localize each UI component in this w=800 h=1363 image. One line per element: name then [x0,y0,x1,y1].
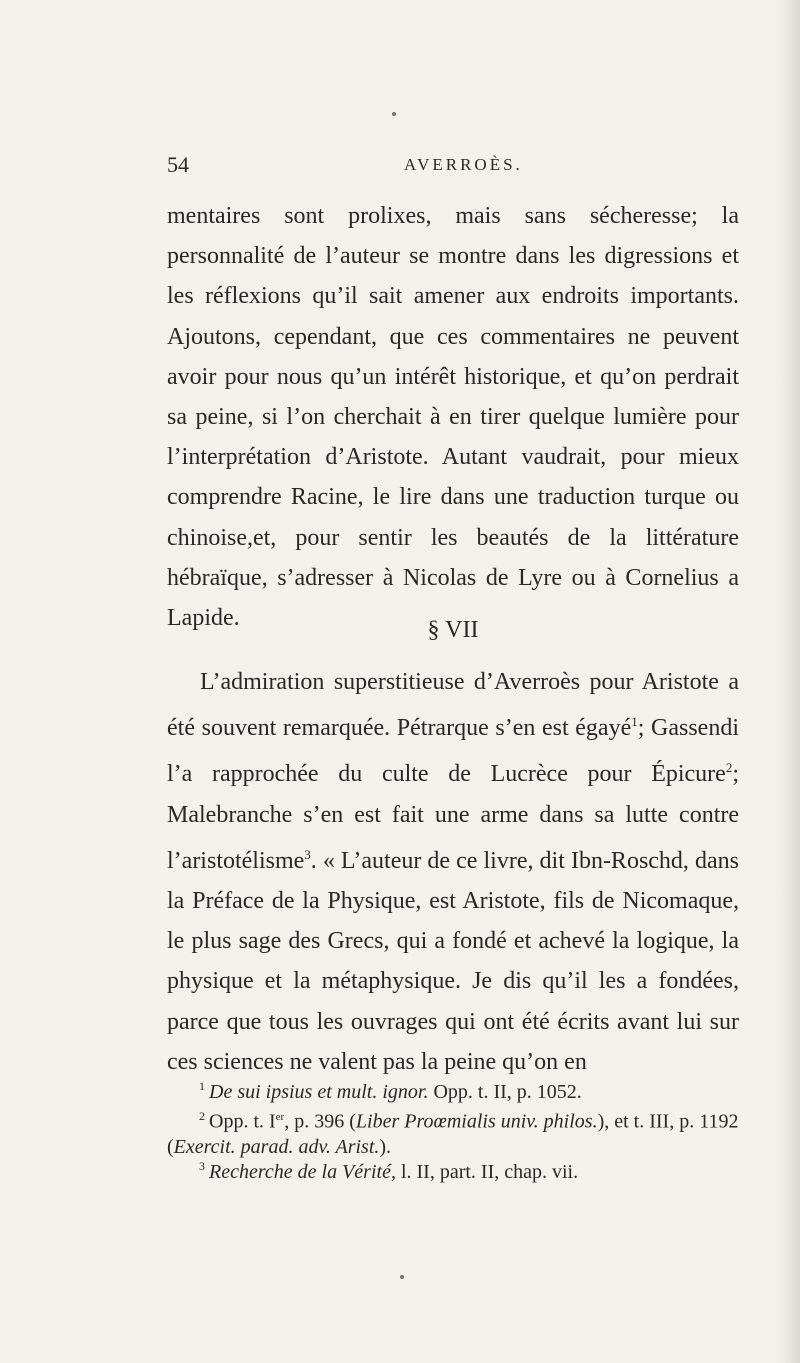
running-title: AVERROÈS. [404,155,523,174]
footnote-2-text-d: ). [379,1135,392,1158]
footnote-3-title: Recherche de la Vérité, [209,1160,396,1183]
footnote-2-text-c: ), et t. III, p. 1192 ( [167,1110,739,1158]
footnote-2-title-2: Exercit. parad. adv. Arist. [173,1135,380,1158]
note-ref-3: 3 [304,846,311,862]
footnote-2-mark: 2 [199,1109,205,1123]
section-text-block [167,662,739,1082]
footnote-2 [167,1105,739,1160]
footnote-1-title: De sui ipsius et mult. ignor. [209,1081,429,1103]
page-header [167,152,737,182]
paragraph-continued: mentaires sont prolixes, mais sans sécheresse; la personnalité de l’auteur se montre dans les digressions et les réflexions qu’il sait amener aux endroits importants. Ajoutons, cependant, que ces commentaires ne peuvent avoir pour nous qu’un intérêt historique, et qu’on perdrait sa peine, si l’on cherchait à en tirer quelque lumière pour l’interprétation d’Aristote. Autant vaudrait, pour mieux comprendre Racine, le lire dans une traduction turque ou chinoise,et, pour sentir les beautés de la littérature hébraïque, s’adresser à Nicolas de Lyre ou à Cornelius a Lapide. [167,203,739,632]
page-number: 54 [167,152,189,177]
footnote-1-text: Opp. t. II, p. 1052. [428,1081,582,1103]
note-ref-1: 1 [631,714,638,730]
main-text-block [167,196,739,638]
footnote-2-sup: er [275,1111,285,1123]
section-paragraph [167,662,739,1082]
section-text-part-4: . « L’auteur de ce livre, dit Ibn-Roschd, dans la Préface de la Physique, est Aristote, fils de Nicomaque, le plus sage des Grecs, qui a fondé et achevé la logique, la physique et la métaphysique. Je dis qu’il les a fondées, parce que tous les ouvrages qui ont été écrits avant lui sur ces sciences ne valent pas la peine qu’on en [167,847,739,1075]
section-text-part-3: ; Malebranche s’en est fait une arme dans sa lutte contre l’aristotélisme [167,761,739,874]
footnote-1-mark: 1 [199,1079,205,1094]
footnote-3 [167,1160,739,1185]
page-edge-shadow [778,0,800,1363]
footnote-2-text-b: , p. 396 ( [284,1110,356,1133]
footnote-3-text: l. II, part. II, chap. vii. [395,1160,579,1183]
section-text-part-2: ; Gassendi l’a rapprochée du culte de Lucrèce pour Épicure [167,715,739,788]
footnote-2-title: Liber Proœmialis univ. philos. [355,1110,598,1133]
footnotes [167,1080,739,1185]
footnote-3-mark: 3 [199,1159,205,1173]
section-heading: § VII [427,617,479,643]
note-ref-2: 2 [725,760,733,776]
footnote-1 [167,1080,739,1105]
footnote-2-text-a: Opp. t. I [209,1110,276,1133]
print-speck-bottom [400,1275,404,1279]
section-text-part-1: L’admiration superstitieuse d’Averroès pour Aristote a été souvent remarquée. Pétrarque s’en est égayé [167,669,739,742]
print-speck-top [392,112,396,116]
